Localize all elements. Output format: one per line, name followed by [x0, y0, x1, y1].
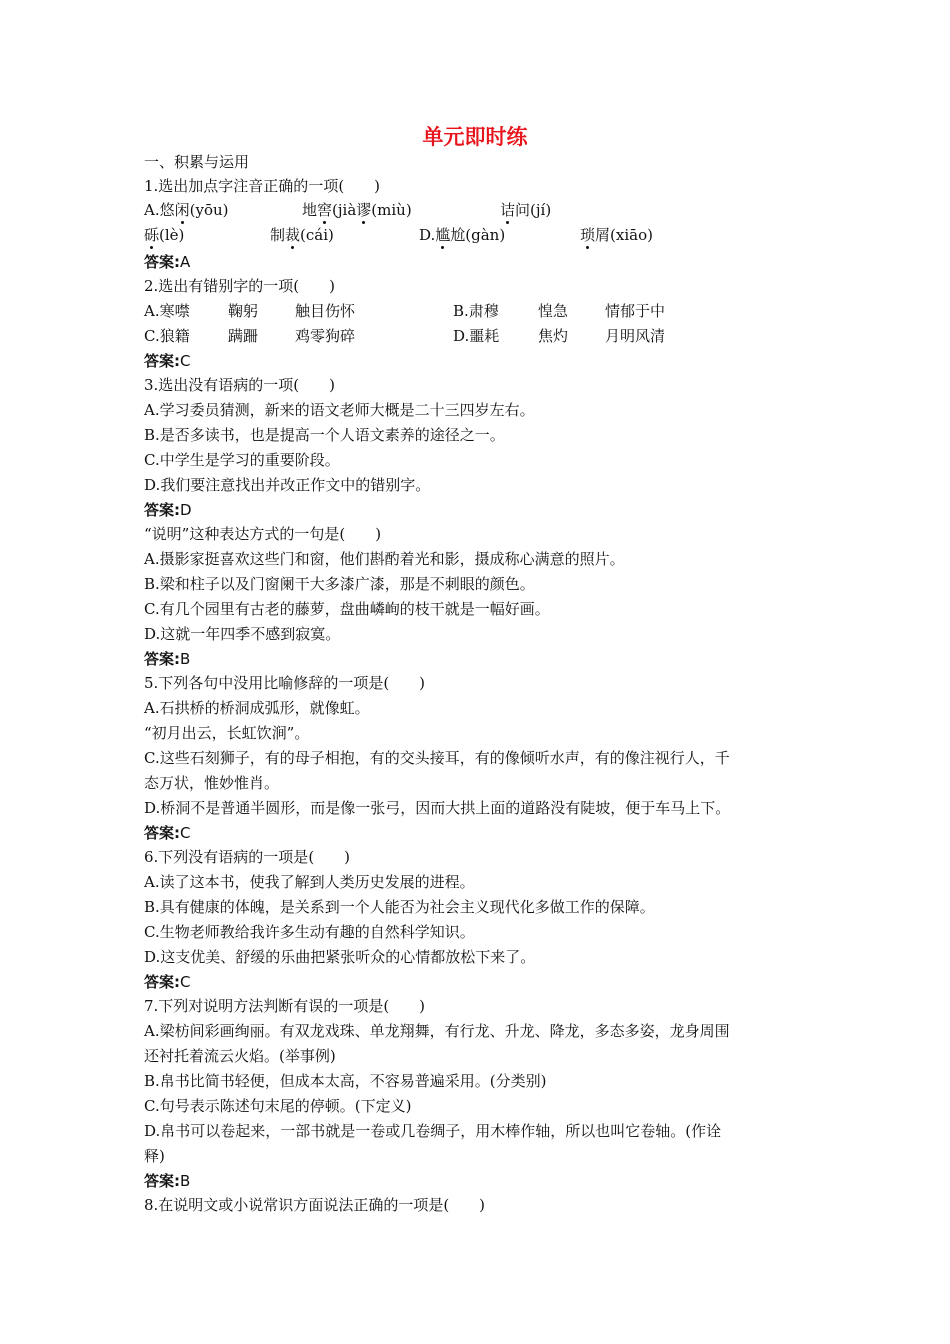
q7-option-c: C.句号表示陈述句末尾的停顿。(下定义) [144, 1097, 412, 1115]
q1-option-d-text: 尬(gàn) [450, 226, 506, 244]
q1-option-b-item2-pinyin: (cái) [300, 226, 334, 244]
q6-answer [144, 971, 190, 993]
q1-option-b-item2-dotted-char: 裁 [285, 226, 301, 244]
q6-option-a: A.读了这本书，使我了解到人类历史发展的进程。 [144, 873, 475, 891]
q7-option-a-line1: A.梁枋间彩画绚丽。有双龙戏珠、单龙翔舞，有行龙、升龙、降龙，多态多姿，龙身周围 [144, 1022, 730, 1040]
q8-stem: 8.在说明文或小说常识方面说法正确的一项是( ) [144, 1196, 486, 1214]
q4-option-c: C.有几个园里有古老的藤萝，盘曲嶙峋的枝干就是一幅好画。 [144, 600, 550, 618]
q1-option-a-item2-dotted-char2: 谬 [356, 201, 372, 219]
q4-option-b: B.梁和柱子以及门窗阑干大多漆广漆，那是不刺眼的颜色。 [144, 575, 535, 593]
q6-option-d: D.这支优美、舒缓的乐曲把紧张听众的心情都放松下来了。 [144, 948, 536, 966]
q6-stem: 6.下列没有语病的一项是( ) [144, 848, 351, 866]
q2-option-d-word3: 月明风清 [605, 327, 666, 345]
q2-option-c-word3: 鸡零狗碎 [295, 327, 356, 345]
q1-option-d-item2-text: 屑(xiāo) [595, 226, 653, 244]
q7-answer [144, 1170, 190, 1192]
q1-option-a-item2-dotted-char: 窖 [317, 201, 333, 219]
q3-stem: 3.选出没有语病的一项( ) [144, 376, 336, 394]
q3-option-a: A.学习委员猜测，新来的语文老师大概是二十三四岁左右。 [144, 401, 535, 419]
q2-option-c-word2: 蹒跚 [228, 327, 259, 345]
q1-answer-label: 答案: [144, 253, 180, 271]
q2-answer-label: 答案: [144, 352, 180, 370]
q3-answer [144, 499, 192, 521]
q1-option-a-dotted-char: 闲 [174, 201, 190, 219]
q7-option-b: B.帛书比简书轻便，但成本太高，不容易普遍采用。(分类别) [144, 1072, 547, 1090]
q7-option-d-line2: 释) [144, 1147, 165, 1165]
q1-option-a-pinyin: (yōu) [189, 201, 229, 219]
q1-option-a [144, 199, 229, 221]
q6-answer-value: C [180, 973, 191, 991]
q2-answer [144, 350, 190, 372]
q2-stem: 2.选出有错别字的一项( ) [144, 277, 336, 295]
q7-answer-value: B [180, 1172, 191, 1190]
q2-option-a-word2: 鞠躬 [228, 302, 259, 320]
q1-option-a-label: A. [144, 201, 160, 219]
q1-option-d-dotted-char: 尴 [435, 226, 451, 244]
q3-option-d: D.我们要注意找出并改正作文中的错别字。 [144, 476, 431, 494]
q1-option-a-item2-pinyin: (jià [332, 201, 357, 219]
q7-option-a-line2: 还衬托着流云火焰。(举事例) [144, 1047, 336, 1065]
q4-answer [144, 648, 190, 670]
q1-option-a-item3-text: 问(jí) [515, 201, 552, 219]
q5-answer-label: 答案: [144, 824, 180, 842]
q1-answer [144, 251, 190, 273]
q1-option-a-text1: 悠 [159, 201, 175, 219]
q3-option-b: B.是否多读书，也是提高一个人语文素养的途径之一。 [144, 426, 505, 444]
q5-answer-value: C [180, 824, 191, 842]
q1-option-a-item3 [500, 199, 551, 221]
q1-option-b-pinyin: (lè) [159, 226, 185, 244]
q4-stem: “说明”这种表达方式的一句是( ) [144, 525, 382, 543]
q7-option-d-line1: D.帛书可以卷起来，一部书就是一卷或几卷绸子，用木棒作轴，所以也叫它卷轴。(作诠 [144, 1122, 722, 1140]
q1-option-a-item2 [302, 199, 412, 221]
q3-option-c: C.中学生是学习的重要阶段。 [144, 451, 340, 469]
q1-option-a-item2-text1: 地 [302, 201, 318, 219]
q1-option-b [144, 224, 184, 246]
q1-option-a-item3-dotted-char: 诘 [500, 201, 516, 219]
q2-option-b-word1: B.肃穆 [453, 302, 499, 320]
q2-option-b-word2: 惶急 [538, 302, 569, 320]
q4-option-a: A.摄影家挺喜欢这些门和窗，他们斟酌着光和影，摄成称心满意的照片。 [144, 550, 625, 568]
q1-option-d-label: D. [419, 226, 436, 244]
page-title: 单元即时练 [422, 124, 528, 149]
q5-option-c-line2: 态万状，惟妙惟肖。 [144, 774, 280, 792]
q7-answer-label: 答案: [144, 1172, 180, 1190]
q6-option-c: C.生物老师教给我许多生动有趣的自然科学知识。 [144, 923, 475, 941]
q5-option-c-line1: C.这些石刻狮子，有的母子相抱，有的交头接耳，有的像倾听水声，有的像注视行人，千 [144, 749, 730, 767]
q4-answer-value: B [180, 650, 191, 668]
q1-option-b-item2-text1: 制 [270, 226, 286, 244]
q1-option-d-item2-dotted-char: 琐 [580, 226, 596, 244]
q2-option-c-word1: C.狼籍 [144, 327, 190, 345]
q1-option-b-dotted-char: 砾 [144, 226, 160, 244]
q1-option-b-item2 [270, 224, 334, 246]
q2-option-b-word3: 情郁于中 [605, 302, 666, 320]
q4-option-d: D.这就一年四季不感到寂寞。 [144, 625, 341, 643]
q2-answer-value: C [180, 352, 191, 370]
q6-option-b: B.具有健康的体魄，是关系到一个人能否为社会主义现代化多做工作的保障。 [144, 898, 655, 916]
q7-stem: 7.下列对说明方法判断有误的一项是( ) [144, 997, 426, 1015]
q1-option-a-item2-pinyin2: (miù) [371, 201, 412, 219]
q1-stem: 1.选出加点字注音正确的一项( ) [144, 177, 381, 195]
q2-option-d-word2: 焦灼 [538, 327, 569, 345]
q1-answer-value: A [180, 253, 191, 271]
q3-answer-value: D [180, 501, 192, 519]
q1-option-d-item2 [580, 224, 653, 246]
q2-option-a-word3: 触目伤怀 [295, 302, 356, 320]
q5-answer [144, 822, 190, 844]
q2-option-d-word1: D.噩耗 [453, 327, 500, 345]
q5-option-a: A.石拱桥的桥洞成弧形，就像虹。 [144, 699, 370, 717]
q1-option-d [419, 224, 505, 246]
q5-option-d: D.桥洞不是普通半圆形，而是像一张弓，因而大拱上面的道路没有陡坡，便于车马上下。 [144, 799, 731, 817]
q4-answer-label: 答案: [144, 650, 180, 668]
q5-option-b: “初月出云，长虹饮涧”。 [144, 724, 310, 742]
section-heading: 一、积累与运用 [144, 153, 250, 171]
q5-stem: 5.下列各句中没用比喻修辞的一项是( ) [144, 674, 426, 692]
q6-answer-label: 答案: [144, 973, 180, 991]
q3-answer-label: 答案: [144, 501, 180, 519]
q2-option-a-word1: A.寒噤 [144, 302, 190, 320]
